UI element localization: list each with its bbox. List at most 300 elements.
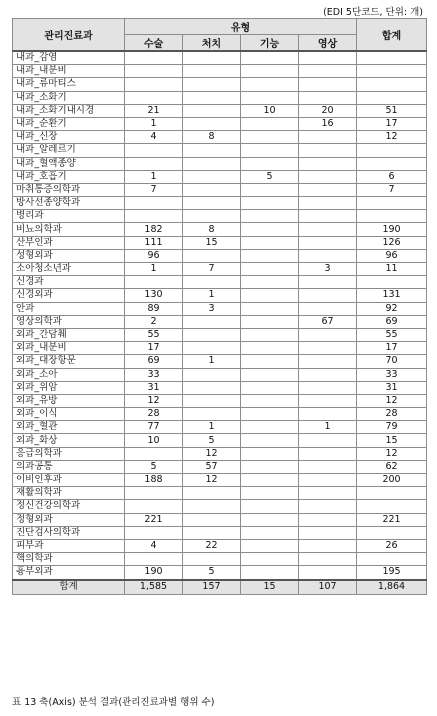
cell-dept: 정신건강의학과 bbox=[13, 500, 125, 513]
totals-surgery: 1,585 bbox=[125, 580, 183, 595]
cell-function bbox=[241, 249, 299, 262]
cell-imaging bbox=[299, 487, 357, 500]
cell-dept: 외과_내분비 bbox=[13, 342, 125, 355]
cell-imaging bbox=[299, 526, 357, 539]
cell-dept: 내과_소화기 bbox=[13, 91, 125, 104]
totals-treatment: 157 bbox=[183, 580, 241, 595]
cell-surgery: 96 bbox=[125, 249, 183, 262]
cell-treatment bbox=[183, 117, 241, 130]
table-row bbox=[13, 381, 427, 394]
cell-surgery bbox=[125, 197, 183, 210]
cell-treatment bbox=[183, 170, 241, 183]
cell-surgery: 4 bbox=[125, 539, 183, 552]
cell-total bbox=[357, 500, 427, 513]
cell-total: 11 bbox=[357, 263, 427, 276]
table-row bbox=[13, 197, 427, 210]
table-row bbox=[13, 500, 427, 513]
cell-total bbox=[357, 51, 427, 65]
cell-function bbox=[241, 355, 299, 368]
cell-function bbox=[241, 197, 299, 210]
cell-function bbox=[241, 487, 299, 500]
cell-function bbox=[241, 553, 299, 566]
cell-imaging bbox=[299, 236, 357, 249]
table-row bbox=[13, 223, 427, 236]
cell-imaging: 20 bbox=[299, 104, 357, 117]
cell-function bbox=[241, 183, 299, 196]
table-row bbox=[13, 328, 427, 341]
table-row bbox=[13, 236, 427, 249]
cell-dept: 재활의학과 bbox=[13, 487, 125, 500]
cell-treatment bbox=[183, 381, 241, 394]
cell-function bbox=[241, 302, 299, 315]
cell-function bbox=[241, 394, 299, 407]
cell-total: 12 bbox=[357, 447, 427, 460]
cell-treatment bbox=[183, 487, 241, 500]
table-row bbox=[13, 447, 427, 460]
cell-function bbox=[241, 539, 299, 552]
header-subtype-function: 기능 bbox=[241, 35, 299, 52]
cell-surgery bbox=[125, 78, 183, 91]
cell-surgery: 1 bbox=[125, 170, 183, 183]
cell-surgery: 10 bbox=[125, 434, 183, 447]
cell-treatment bbox=[183, 328, 241, 341]
cell-treatment bbox=[183, 394, 241, 407]
cell-treatment bbox=[183, 553, 241, 566]
cell-dept: 영상의학과 bbox=[13, 315, 125, 328]
table-row bbox=[13, 434, 427, 447]
cell-treatment: 1 bbox=[183, 355, 241, 368]
cell-surgery: 182 bbox=[125, 223, 183, 236]
cell-treatment: 12 bbox=[183, 447, 241, 460]
cell-treatment bbox=[183, 144, 241, 157]
cell-treatment bbox=[183, 78, 241, 91]
cell-imaging bbox=[299, 342, 357, 355]
cell-dept: 외과_화상 bbox=[13, 434, 125, 447]
cell-dept: 내과_알레르기 bbox=[13, 144, 125, 157]
cell-treatment bbox=[183, 315, 241, 328]
table-row bbox=[13, 91, 427, 104]
cell-total: 70 bbox=[357, 355, 427, 368]
cell-surgery: 28 bbox=[125, 408, 183, 421]
cell-function bbox=[241, 51, 299, 65]
cell-total: 126 bbox=[357, 236, 427, 249]
table-row bbox=[13, 276, 427, 289]
cell-dept: 외과_소아 bbox=[13, 368, 125, 381]
cell-surgery: 111 bbox=[125, 236, 183, 249]
cell-total bbox=[357, 78, 427, 91]
cell-total: 221 bbox=[357, 513, 427, 526]
cell-function bbox=[241, 210, 299, 223]
cell-imaging bbox=[299, 183, 357, 196]
cell-dept: 흉부외과 bbox=[13, 566, 125, 580]
cell-dept: 내과_감염 bbox=[13, 51, 125, 65]
table-row bbox=[13, 289, 427, 302]
cell-surgery bbox=[125, 447, 183, 460]
cell-imaging: 16 bbox=[299, 117, 357, 130]
cell-surgery bbox=[125, 91, 183, 104]
cell-imaging: 67 bbox=[299, 315, 357, 328]
procedure-count-table bbox=[12, 18, 427, 595]
cell-surgery: 1 bbox=[125, 263, 183, 276]
cell-total: 15 bbox=[357, 434, 427, 447]
cell-total: 96 bbox=[357, 249, 427, 262]
cell-imaging bbox=[299, 157, 357, 170]
cell-total bbox=[357, 65, 427, 78]
cell-treatment: 12 bbox=[183, 474, 241, 487]
cell-total: 33 bbox=[357, 368, 427, 381]
cell-total: 195 bbox=[357, 566, 427, 580]
cell-dept: 소아청소년과 bbox=[13, 263, 125, 276]
cell-dept: 내과_순환기 bbox=[13, 117, 125, 130]
table-row bbox=[13, 513, 427, 526]
cell-function bbox=[241, 223, 299, 236]
table-row bbox=[13, 263, 427, 276]
cell-treatment: 8 bbox=[183, 131, 241, 144]
cell-dept: 이비인후과 bbox=[13, 474, 125, 487]
table-caption: 표 13 축(Axis) 분석 결과(관리진료과별 행위 수) bbox=[12, 697, 215, 708]
cell-imaging bbox=[299, 566, 357, 580]
cell-function bbox=[241, 460, 299, 473]
cell-surgery: 21 bbox=[125, 104, 183, 117]
cell-surgery: 130 bbox=[125, 289, 183, 302]
table-row bbox=[13, 210, 427, 223]
cell-total bbox=[357, 144, 427, 157]
table-row bbox=[13, 553, 427, 566]
cell-treatment bbox=[183, 513, 241, 526]
cell-total bbox=[357, 91, 427, 104]
cell-imaging bbox=[299, 434, 357, 447]
cell-treatment bbox=[183, 342, 241, 355]
table-row bbox=[13, 117, 427, 130]
cell-function bbox=[241, 157, 299, 170]
table-row bbox=[13, 355, 427, 368]
cell-treatment bbox=[183, 197, 241, 210]
cell-function bbox=[241, 144, 299, 157]
cell-imaging bbox=[299, 302, 357, 315]
cell-imaging bbox=[299, 223, 357, 236]
table-row bbox=[13, 421, 427, 434]
cell-total: 12 bbox=[357, 131, 427, 144]
cell-treatment bbox=[183, 408, 241, 421]
cell-dept: 신경과 bbox=[13, 276, 125, 289]
cell-imaging bbox=[299, 51, 357, 65]
cell-dept: 진단검사의학과 bbox=[13, 526, 125, 539]
table-row bbox=[13, 566, 427, 580]
cell-treatment: 3 bbox=[183, 302, 241, 315]
table-row bbox=[13, 131, 427, 144]
cell-function bbox=[241, 78, 299, 91]
cell-imaging bbox=[299, 368, 357, 381]
cell-function bbox=[241, 566, 299, 580]
cell-function: 10 bbox=[241, 104, 299, 117]
cell-total bbox=[357, 197, 427, 210]
cell-dept: 외과_혈관 bbox=[13, 421, 125, 434]
cell-surgery: 7 bbox=[125, 183, 183, 196]
cell-treatment bbox=[183, 65, 241, 78]
cell-total: 79 bbox=[357, 421, 427, 434]
table-row bbox=[13, 539, 427, 552]
cell-treatment bbox=[183, 526, 241, 539]
cell-imaging bbox=[299, 65, 357, 78]
cell-surgery: 188 bbox=[125, 474, 183, 487]
cell-dept: 내과_내분비 bbox=[13, 65, 125, 78]
cell-function bbox=[241, 434, 299, 447]
cell-dept: 응급의학과 bbox=[13, 447, 125, 460]
cell-function bbox=[241, 474, 299, 487]
cell-function bbox=[241, 500, 299, 513]
totals-function: 15 bbox=[241, 580, 299, 595]
cell-imaging bbox=[299, 474, 357, 487]
cell-total: 12 bbox=[357, 394, 427, 407]
cell-surgery: 55 bbox=[125, 328, 183, 341]
table-row bbox=[13, 78, 427, 91]
cell-function bbox=[241, 513, 299, 526]
cell-surgery bbox=[125, 276, 183, 289]
cell-total: 17 bbox=[357, 117, 427, 130]
cell-surgery: 1 bbox=[125, 117, 183, 130]
cell-dept: 피부과 bbox=[13, 539, 125, 552]
cell-treatment: 57 bbox=[183, 460, 241, 473]
cell-function bbox=[241, 236, 299, 249]
cell-dept: 내과_류마티스 bbox=[13, 78, 125, 91]
header-subtype-surgery: 수술 bbox=[125, 35, 183, 52]
cell-function: 5 bbox=[241, 170, 299, 183]
cell-function bbox=[241, 342, 299, 355]
cell-function bbox=[241, 65, 299, 78]
cell-total: 28 bbox=[357, 408, 427, 421]
cell-total bbox=[357, 553, 427, 566]
header-dept: 관리진료과 bbox=[13, 19, 125, 52]
cell-imaging bbox=[299, 197, 357, 210]
table-row bbox=[13, 157, 427, 170]
cell-treatment bbox=[183, 368, 241, 381]
cell-function bbox=[241, 447, 299, 460]
table-row bbox=[13, 144, 427, 157]
cell-total: 6 bbox=[357, 170, 427, 183]
cell-treatment bbox=[183, 183, 241, 196]
cell-surgery bbox=[125, 210, 183, 223]
cell-dept: 병리과 bbox=[13, 210, 125, 223]
table-row bbox=[13, 249, 427, 262]
header-type: 유형 bbox=[125, 19, 357, 35]
totals-label: 합계 bbox=[13, 580, 125, 595]
cell-treatment: 1 bbox=[183, 421, 241, 434]
cell-surgery bbox=[125, 500, 183, 513]
cell-imaging bbox=[299, 210, 357, 223]
cell-imaging bbox=[299, 355, 357, 368]
cell-surgery: 69 bbox=[125, 355, 183, 368]
cell-dept: 내과_신장 bbox=[13, 131, 125, 144]
cell-total bbox=[357, 157, 427, 170]
cell-function bbox=[241, 381, 299, 394]
cell-total: 131 bbox=[357, 289, 427, 302]
table-row bbox=[13, 368, 427, 381]
cell-function bbox=[241, 131, 299, 144]
cell-dept: 외과_위암 bbox=[13, 381, 125, 394]
cell-treatment: 5 bbox=[183, 434, 241, 447]
cell-function bbox=[241, 117, 299, 130]
cell-function bbox=[241, 91, 299, 104]
cell-surgery: 12 bbox=[125, 394, 183, 407]
cell-treatment: 5 bbox=[183, 566, 241, 580]
cell-dept: 신경외과 bbox=[13, 289, 125, 302]
cell-dept: 외과_이식 bbox=[13, 408, 125, 421]
cell-dept: 산부인과 bbox=[13, 236, 125, 249]
cell-surgery bbox=[125, 157, 183, 170]
cell-imaging bbox=[299, 276, 357, 289]
cell-dept: 성형외과 bbox=[13, 249, 125, 262]
cell-function bbox=[241, 263, 299, 276]
cell-dept: 내과_호흡기 bbox=[13, 170, 125, 183]
table-row bbox=[13, 487, 427, 500]
cell-dept: 마취통증의학과 bbox=[13, 183, 125, 196]
cell-total: 200 bbox=[357, 474, 427, 487]
cell-surgery bbox=[125, 487, 183, 500]
cell-treatment bbox=[183, 500, 241, 513]
cell-total bbox=[357, 487, 427, 500]
table-row bbox=[13, 104, 427, 117]
cell-imaging: 1 bbox=[299, 421, 357, 434]
cell-surgery: 5 bbox=[125, 460, 183, 473]
cell-imaging bbox=[299, 408, 357, 421]
cell-surgery: 31 bbox=[125, 381, 183, 394]
cell-surgery bbox=[125, 553, 183, 566]
cell-surgery: 4 bbox=[125, 131, 183, 144]
header-subtype-treatment: 처치 bbox=[183, 35, 241, 52]
cell-surgery: 190 bbox=[125, 566, 183, 580]
cell-dept: 정형외과 bbox=[13, 513, 125, 526]
cell-surgery: 2 bbox=[125, 315, 183, 328]
table-row bbox=[13, 65, 427, 78]
cell-total bbox=[357, 526, 427, 539]
cell-surgery: 89 bbox=[125, 302, 183, 315]
cell-dept: 의과공통 bbox=[13, 460, 125, 473]
cell-total: 62 bbox=[357, 460, 427, 473]
cell-function bbox=[241, 368, 299, 381]
header-row-1 bbox=[13, 19, 427, 35]
cell-treatment bbox=[183, 51, 241, 65]
cell-total: 55 bbox=[357, 328, 427, 341]
cell-treatment: 1 bbox=[183, 289, 241, 302]
cell-total: 69 bbox=[357, 315, 427, 328]
cell-total: 17 bbox=[357, 342, 427, 355]
cell-dept: 외과_유방 bbox=[13, 394, 125, 407]
header-total: 합계 bbox=[357, 19, 427, 52]
cell-treatment: 22 bbox=[183, 539, 241, 552]
cell-total: 7 bbox=[357, 183, 427, 196]
cell-dept: 외과_간담췌 bbox=[13, 328, 125, 341]
cell-function bbox=[241, 289, 299, 302]
cell-imaging bbox=[299, 381, 357, 394]
cell-imaging bbox=[299, 460, 357, 473]
cell-total: 51 bbox=[357, 104, 427, 117]
cell-surgery: 221 bbox=[125, 513, 183, 526]
table-row bbox=[13, 342, 427, 355]
cell-function bbox=[241, 408, 299, 421]
table-container bbox=[12, 18, 426, 595]
cell-imaging bbox=[299, 170, 357, 183]
cell-imaging bbox=[299, 539, 357, 552]
cell-surgery: 33 bbox=[125, 368, 183, 381]
totals-row bbox=[13, 580, 427, 595]
cell-function bbox=[241, 526, 299, 539]
cell-total bbox=[357, 210, 427, 223]
cell-imaging bbox=[299, 144, 357, 157]
cell-surgery bbox=[125, 526, 183, 539]
totals-imaging: 107 bbox=[299, 580, 357, 595]
cell-function bbox=[241, 328, 299, 341]
totals-grand-total: 1,864 bbox=[357, 580, 427, 595]
cell-total: 26 bbox=[357, 539, 427, 552]
table-row bbox=[13, 183, 427, 196]
cell-treatment: 8 bbox=[183, 223, 241, 236]
cell-imaging bbox=[299, 328, 357, 341]
table-row bbox=[13, 302, 427, 315]
cell-imaging bbox=[299, 131, 357, 144]
cell-imaging bbox=[299, 394, 357, 407]
cell-imaging bbox=[299, 249, 357, 262]
cell-treatment bbox=[183, 157, 241, 170]
cell-treatment bbox=[183, 91, 241, 104]
cell-treatment bbox=[183, 210, 241, 223]
cell-treatment bbox=[183, 104, 241, 117]
cell-imaging bbox=[299, 553, 357, 566]
cell-dept: 핵의학과 bbox=[13, 553, 125, 566]
cell-surgery: 17 bbox=[125, 342, 183, 355]
cell-dept: 내과_혈액종양 bbox=[13, 157, 125, 170]
table-row bbox=[13, 170, 427, 183]
header-subtype-imaging: 영상 bbox=[299, 35, 357, 52]
cell-total: 31 bbox=[357, 381, 427, 394]
cell-dept: 외과_대장항문 bbox=[13, 355, 125, 368]
cell-treatment: 15 bbox=[183, 236, 241, 249]
table-row bbox=[13, 526, 427, 539]
cell-function bbox=[241, 421, 299, 434]
cell-surgery: 77 bbox=[125, 421, 183, 434]
cell-surgery bbox=[125, 65, 183, 78]
cell-imaging bbox=[299, 513, 357, 526]
cell-treatment bbox=[183, 249, 241, 262]
table-row bbox=[13, 315, 427, 328]
cell-imaging bbox=[299, 91, 357, 104]
cell-function bbox=[241, 276, 299, 289]
cell-surgery bbox=[125, 144, 183, 157]
table-row bbox=[13, 51, 427, 65]
cell-total bbox=[357, 276, 427, 289]
unit-note: (EDI 5단코드, 단위: 개) bbox=[323, 7, 423, 18]
cell-imaging bbox=[299, 78, 357, 91]
cell-treatment: 7 bbox=[183, 263, 241, 276]
cell-surgery bbox=[125, 51, 183, 65]
table-row bbox=[13, 408, 427, 421]
cell-imaging: 3 bbox=[299, 263, 357, 276]
cell-treatment bbox=[183, 276, 241, 289]
table-row bbox=[13, 460, 427, 473]
cell-dept: 방사선종양학과 bbox=[13, 197, 125, 210]
cell-function bbox=[241, 315, 299, 328]
cell-imaging bbox=[299, 447, 357, 460]
cell-dept: 비뇨의학과 bbox=[13, 223, 125, 236]
table-row bbox=[13, 394, 427, 407]
cell-dept: 안과 bbox=[13, 302, 125, 315]
table-body bbox=[13, 51, 427, 594]
cell-total: 92 bbox=[357, 302, 427, 315]
cell-imaging bbox=[299, 500, 357, 513]
cell-dept: 내과_소화기내시경 bbox=[13, 104, 125, 117]
table-header bbox=[13, 19, 427, 52]
table-row bbox=[13, 474, 427, 487]
cell-imaging bbox=[299, 289, 357, 302]
